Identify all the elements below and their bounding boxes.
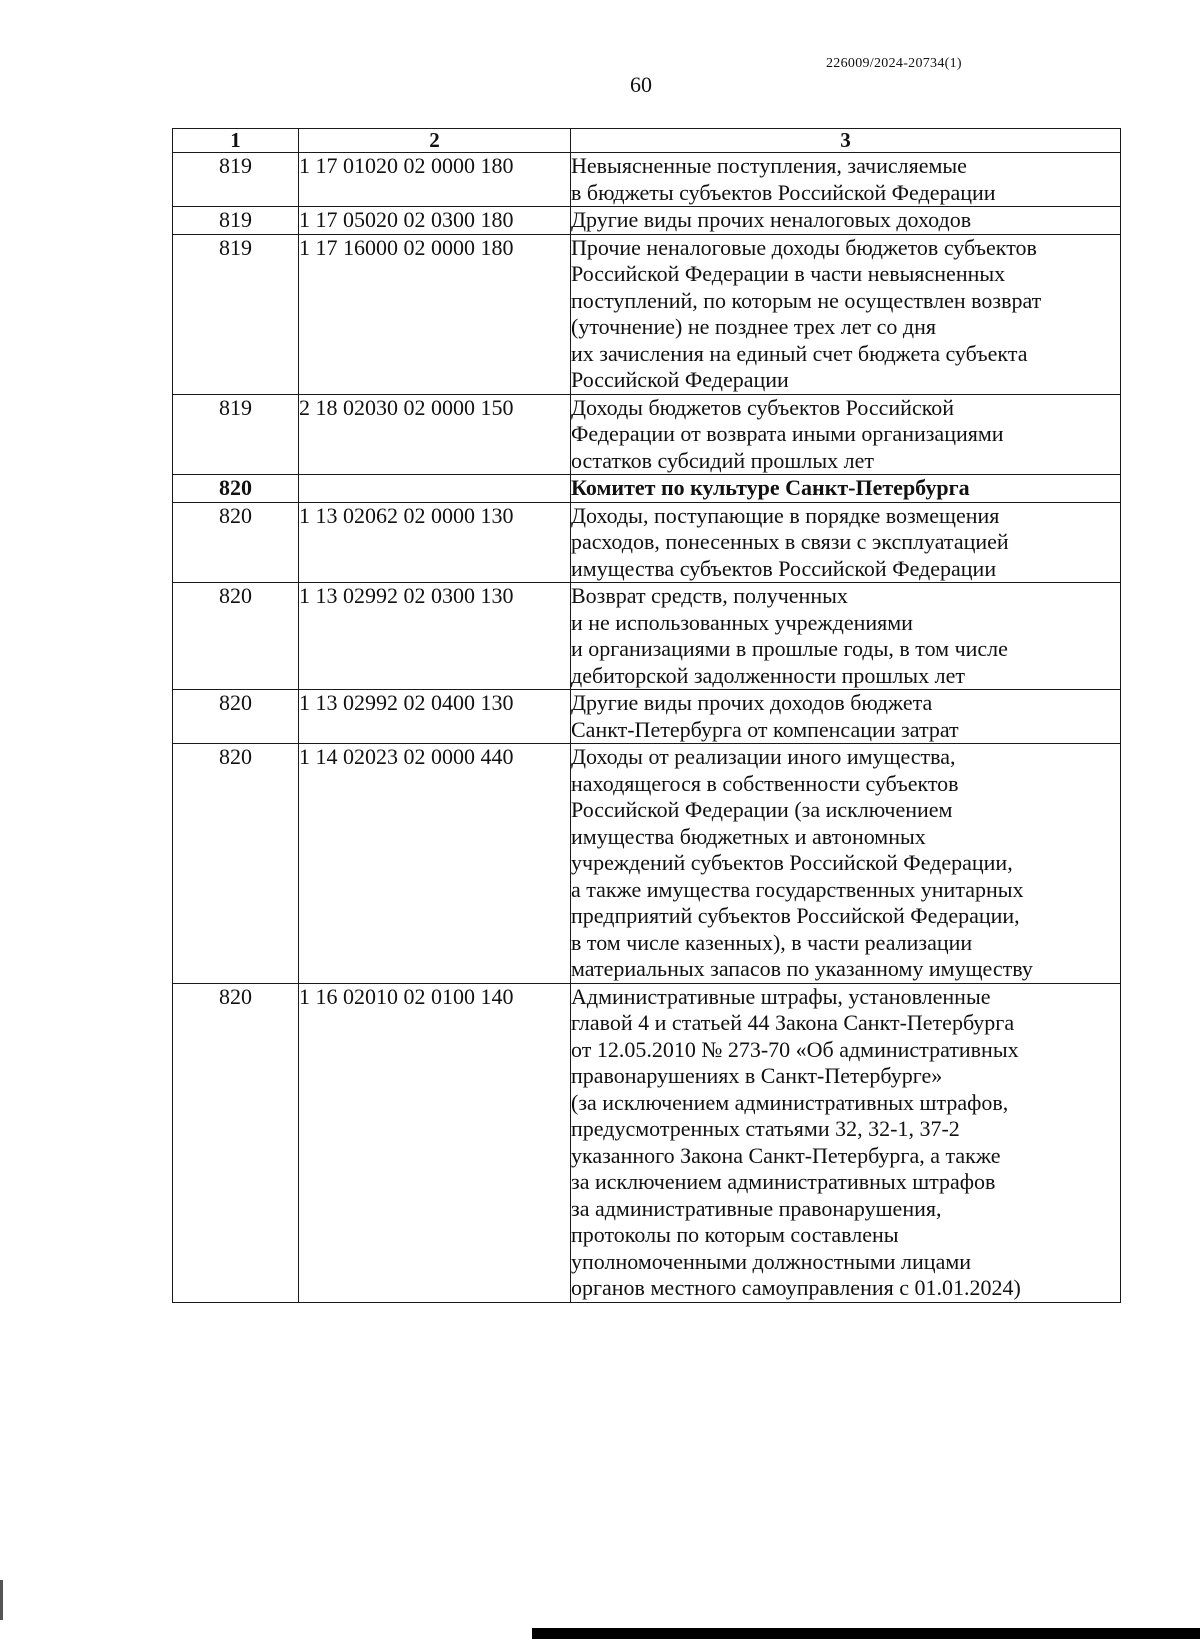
revenue-name-cell: Прочие неналоговые доходы бюджетов субъектов Российской Федерации в части невыясненных поступлений, по которым не осуществлен возврат (уточнение) не позднее трех лет со дня их зачисления на единый счет бюджета субъекта Российской Федерации <box>571 234 1121 394</box>
revenue-name-cell: Другие виды прочих неналоговых доходов <box>571 207 1121 235</box>
scan-left-edge-mark <box>0 1580 3 1620</box>
column-header-2: 2 <box>299 129 571 153</box>
admin-code-cell: 819 <box>173 234 299 394</box>
budget-revenue-table <box>172 128 1121 1303</box>
budget-classification-code-cell: 1 13 02992 02 0300 130 <box>299 583 571 690</box>
budget-classification-code-cell <box>299 475 571 503</box>
admin-code-cell: 820 <box>173 744 299 984</box>
revenue-name-cell: Доходы от реализации иного имущества, находящегося в собственности субъектов Российской Федерации (за исключением имущества бюджетных и автономных учреждений субъектов Российской Федерации, а также имущества государственных унитарных предприятий субъектов Российской Федерации, в том числе казенных), в части реализации материальных запасов по указанному имуществу <box>571 744 1121 984</box>
column-header-1: 1 <box>173 129 299 153</box>
admin-code-cell: 819 <box>173 153 299 207</box>
admin-code-cell: 820 <box>173 502 299 583</box>
admin-code-cell: 820 <box>173 983 299 1302</box>
document-registration-number: 226009/2024-20734(1) <box>826 56 962 71</box>
admin-code-cell: 819 <box>173 207 299 235</box>
table-header-row <box>173 129 1121 153</box>
scan-bottom-edge <box>532 1628 1200 1639</box>
budget-classification-code-cell: 2 18 02030 02 0000 150 <box>299 394 571 475</box>
budget-classification-code-cell: 1 14 02023 02 0000 440 <box>299 744 571 984</box>
table-row <box>173 234 1121 394</box>
table-row <box>173 394 1121 475</box>
revenue-name-cell: Возврат средств, полученных и не использованных учреждениями и организациями в прошлые годы, в том числе дебиторской задолженности прошлых лет <box>571 583 1121 690</box>
column-header-3: 3 <box>571 129 1121 153</box>
table-row <box>173 690 1121 744</box>
revenue-name-cell: Административные штрафы, установленные главой 4 и статьей 44 Закона Санкт-Петербурга от 12.05.2010 № 273-70 «Об административных правонарушениях в Санкт-Петербурге» (за исключением административных штрафов, предусмотренных статьями 32, 32-1, 37-2 указанного Закона Санкт-Петербурга, а также за исключением административных штрафов за административные правонарушения, протоколы по которым составлены уполномоченными должностными лицами органов местного самоуправления с 01.01.2024) <box>571 983 1121 1302</box>
budget-classification-code-cell: 1 13 02992 02 0400 130 <box>299 690 571 744</box>
page-number: 60 <box>630 72 652 97</box>
table-header <box>173 129 1121 153</box>
table-row <box>173 207 1121 235</box>
revenue-name-cell: Комитет по культуре Санкт-Петербурга <box>571 475 1121 503</box>
table-row <box>173 583 1121 690</box>
budget-classification-code-cell: 1 13 02062 02 0000 130 <box>299 502 571 583</box>
revenue-name-cell: Доходы бюджетов субъектов Российской Федерации от возврата иными организациями остатков субсидий прошлых лет <box>571 394 1121 475</box>
admin-code-cell: 820 <box>173 690 299 744</box>
table-body <box>173 153 1121 1303</box>
admin-code-cell: 819 <box>173 394 299 475</box>
table-row <box>173 744 1121 984</box>
revenue-name-cell: Другие виды прочих доходов бюджета Санкт-Петербурга от компенсации затрат <box>571 690 1121 744</box>
budget-classification-code-cell: 1 17 05020 02 0300 180 <box>299 207 571 235</box>
budget-classification-code-cell: 1 16 02010 02 0100 140 <box>299 983 571 1302</box>
admin-code-cell: 820 <box>173 583 299 690</box>
admin-code-cell: 820 <box>173 475 299 503</box>
revenue-name-cell: Доходы, поступающие в порядке возмещения расходов, понесенных в связи с эксплуатацией имущества субъектов Российской Федерации <box>571 502 1121 583</box>
table-row <box>173 475 1121 503</box>
table-row <box>173 502 1121 583</box>
table-row <box>173 153 1121 207</box>
budget-classification-code-cell: 1 17 01020 02 0000 180 <box>299 153 571 207</box>
revenue-name-cell: Невыясненные поступления, зачисляемые в бюджеты субъектов Российской Федерации <box>571 153 1121 207</box>
budget-classification-code-cell: 1 17 16000 02 0000 180 <box>299 234 571 394</box>
table-row <box>173 983 1121 1302</box>
